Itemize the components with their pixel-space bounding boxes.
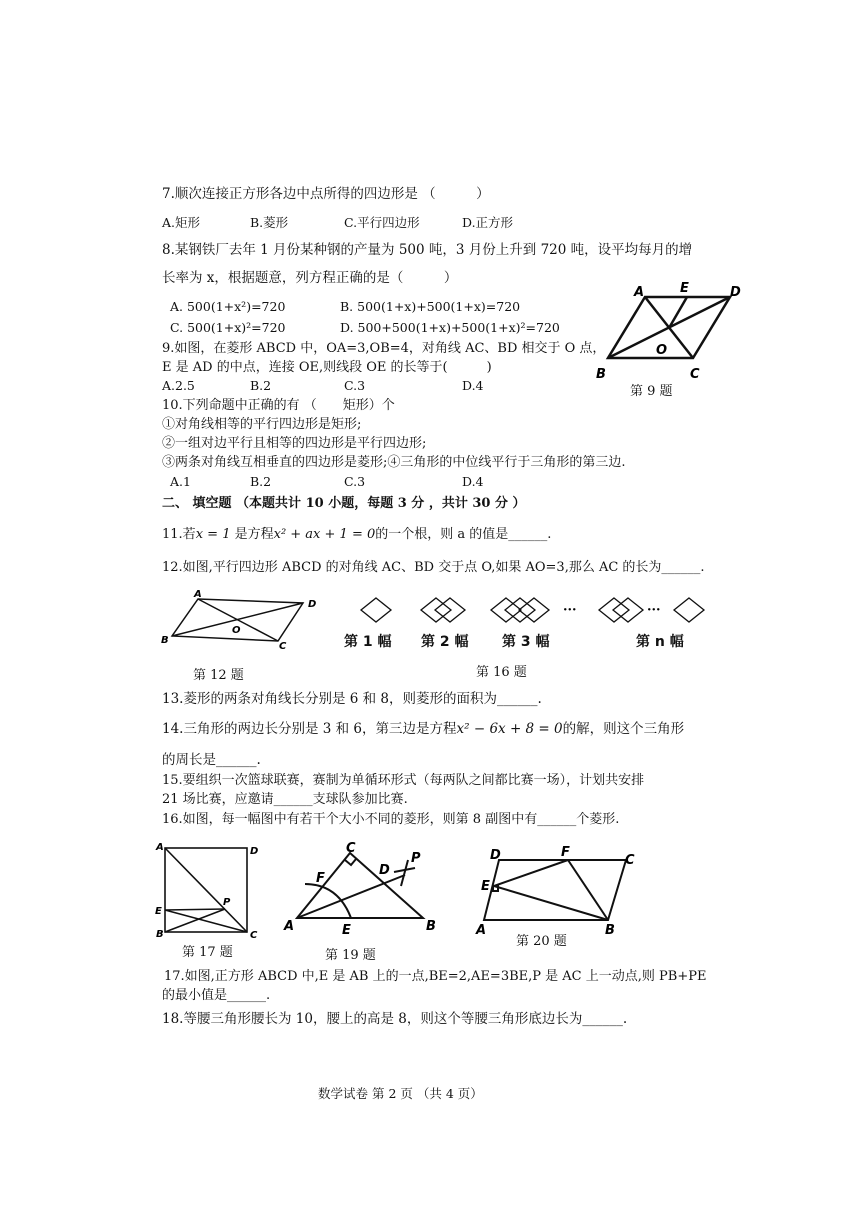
label-a: A — [634, 285, 645, 300]
q16-dots-2: ··· — [647, 603, 661, 618]
section-2-heading: 二、 填空题 （本题共计 10 小题，每题 3 分 ，共计 30 分 ） — [162, 496, 526, 511]
q17-caption: 第 17 题 — [182, 945, 233, 960]
q19-label-b: B — [426, 919, 436, 934]
q8-option-c: C. 500(1+x)²=720 — [170, 320, 286, 335]
q10-option-c: C.3 — [344, 474, 366, 489]
q13-text: 13.菱形的两条对角线长分别是 6 和 8，则菱形的面积为______. — [162, 691, 542, 707]
q20-label-d: D — [490, 848, 501, 863]
q9-option-d: D.4 — [462, 378, 484, 393]
q8-line1: 8.某钢铁厂去年 1 月份某种钢的产量为 500 吨，3 月份上升到 720 吨，设平均每月的增 — [162, 242, 693, 258]
q19-caption: 第 19 题 — [325, 948, 376, 963]
q16-fig3-label: 第 3 幅 — [502, 634, 550, 650]
q12-label-d: D — [308, 599, 317, 610]
q9-rhombus-figure — [590, 280, 760, 400]
q20-parallelogram-figure — [472, 842, 642, 938]
q7-option-d: D.正方形 — [462, 215, 514, 230]
q17-label-a: A — [156, 842, 164, 853]
q8-option-d: D. 500+500(1+x)+500(1+x)²=720 — [340, 320, 560, 335]
q12-label-b: B — [161, 635, 169, 646]
q9-option-a: A.2.5 — [162, 378, 195, 393]
q17-label-p: P — [223, 897, 231, 908]
q14-line1: 14.三角形的两边长分别是 3 和 6，第三边是方程x² − 6x + 8 = 0的解，则这个三角形 — [162, 721, 685, 737]
q10-option-a: A.1 — [170, 474, 191, 489]
q20-caption: 第 20 题 — [516, 934, 567, 949]
q12-caption: 第 12 题 — [193, 668, 244, 683]
q19-label-p: P — [411, 851, 421, 866]
page-footer: 数学试卷 第 2 页 （共 4 页） — [318, 1086, 483, 1101]
q19-label-a: A — [284, 919, 295, 934]
q16-text: 16.如图，每一幅图中有若干个大小不同的菱形，则第 8 副图中有______个菱形. — [162, 812, 620, 827]
q20-label-a: A — [476, 923, 487, 938]
q10-statement-1: ①对角线相等的平行四边形是矩形; — [162, 417, 362, 432]
q7-stem: 7.顺次连接正方形各边中点所得的四边形是 （ ） — [162, 186, 490, 202]
q10-statement-2: ②一组对边平行且相等的四边形是平行四边形; — [162, 436, 427, 451]
q17-line1: 17.如图,正方形 ABCD 中,E 是 AB 上的一点,BE=2,AE=3BE,P 是 AC 上一动点,则 PB+PE — [164, 969, 707, 984]
q15-line2: 21 场比赛，应邀请______支球队参加比赛. — [162, 792, 408, 807]
q12-label-o: O — [232, 625, 241, 636]
q10-statement-3: ③两条对角线互相垂直的四边形是菱形;④三角形的中位线平行于三角形的第三边. — [162, 455, 626, 470]
q16-dots-1: ··· — [563, 603, 577, 618]
q19-label-e: E — [342, 923, 351, 938]
q9-option-c: C.3 — [344, 378, 366, 393]
q15-line1: 15.要组织一次篮球联赛，赛制为单循环形式（每两队之间都比赛一场），计划共安排 — [162, 773, 645, 788]
q12-parallelogram-figure — [158, 585, 328, 657]
q17-label-b: B — [156, 929, 164, 940]
q8-option-b: B. 500(1+x)+500(1+x)=720 — [340, 299, 521, 314]
q9-line2: E 是 AD 的中点，连接 OE,则线段 OE 的长等于( ) — [162, 360, 492, 375]
q8-option-a: A. 500(1+x²)=720 — [170, 299, 286, 314]
q19-triangle-figure — [283, 838, 448, 938]
q10-stem: 10.下列命题中正确的有 （ 矩形）个 — [162, 398, 395, 413]
q9-caption: 第 9 题 — [630, 384, 673, 399]
label-o: O — [656, 343, 668, 358]
q16-caption: 第 16 题 — [476, 665, 527, 680]
q18-text: 18.等腰三角形腰长为 10，腰上的高是 8，则这个等腰三角形底边长为______. — [162, 1011, 628, 1027]
q12-text: 12.如图,平行四边形 ABCD 的对角线 AC、BD 交于点 O,如果 AO=3,那么 AC 的长为______. — [162, 560, 705, 575]
q16-rhombus-sequence-figure — [350, 595, 710, 627]
label-b: B — [596, 367, 606, 382]
q8-line2: 长率为 x，根据题意，列方程正确的是（ ） — [162, 270, 458, 286]
q11-text: 11.若x = 1 是方程x² + ax + 1 = 0的一个根，则 a 的值是______. — [162, 527, 552, 542]
q19-label-c: C — [346, 841, 356, 856]
q16-fig2-label: 第 2 幅 — [421, 634, 469, 650]
q17-square-figure — [155, 842, 265, 942]
q12-label-c: C — [279, 641, 287, 652]
q20-label-b: B — [605, 923, 615, 938]
q10-option-b: B.2 — [250, 474, 272, 489]
label-c: C — [690, 367, 700, 382]
q19-label-f: F — [316, 871, 325, 886]
q9-line1: 9.如图，在菱形 ABCD 中，OA=3,OB=4，对角线 AC、BD 相交于 O 点， — [162, 341, 606, 356]
q7-option-c: C.平行四边形 — [344, 215, 420, 230]
q17-label-d: D — [250, 846, 259, 857]
q19-label-d: D — [379, 863, 390, 878]
q20-label-f: F — [561, 845, 570, 860]
q17-line2: 的最小值是______. — [162, 988, 271, 1003]
q17-label-c: C — [250, 930, 258, 941]
q17-label-e: E — [155, 906, 162, 917]
q12-label-a: A — [194, 589, 202, 600]
q7-option-a: A.矩形 — [162, 215, 201, 230]
label-e: E — [680, 281, 689, 296]
q16-fign-label: 第 n 幅 — [636, 634, 684, 650]
q9-option-b: B.2 — [250, 378, 272, 393]
q16-fig1-label: 第 1 幅 — [344, 634, 392, 650]
q20-label-c: C — [625, 853, 635, 868]
q14-line2: 的周长是______. — [162, 752, 261, 768]
label-d: D — [730, 285, 741, 300]
q7-option-b: B.菱形 — [250, 215, 289, 230]
q20-label-e: E — [481, 879, 490, 894]
q10-option-d: D.4 — [462, 474, 484, 489]
